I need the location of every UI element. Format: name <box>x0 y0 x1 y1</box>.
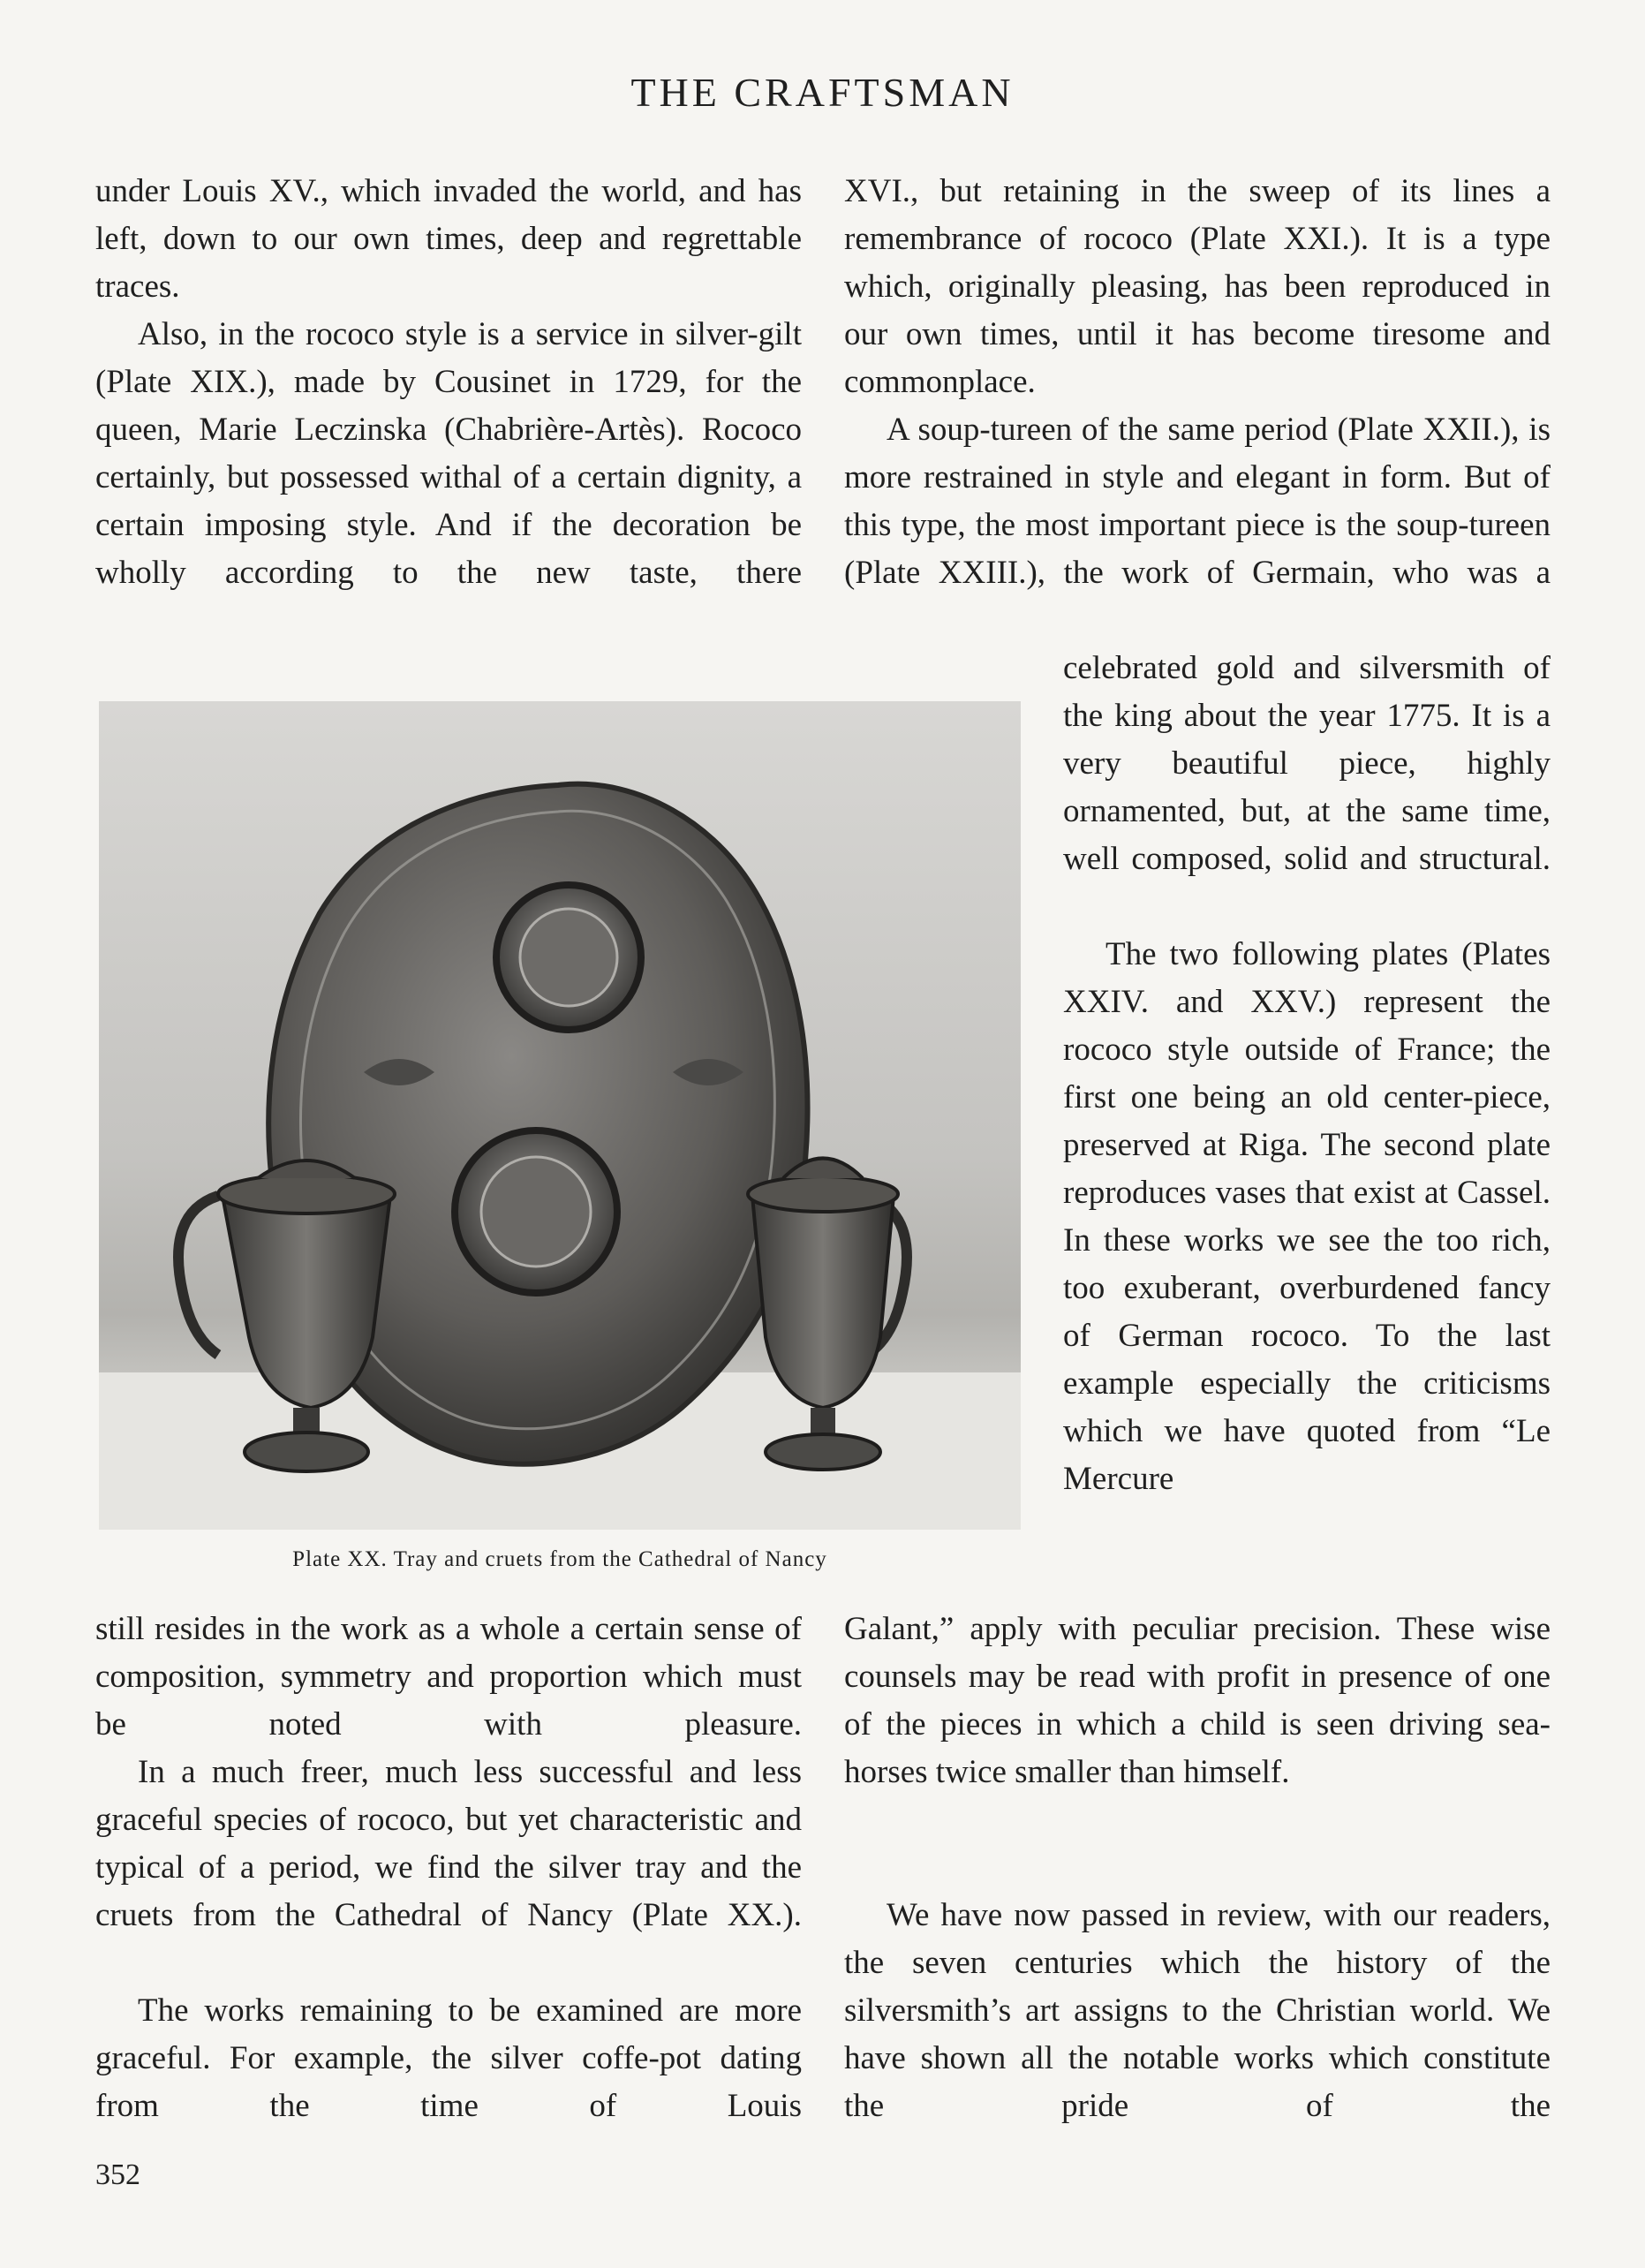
plate-caption: Plate XX. Tray and cruets from the Cathedral of Nancy <box>292 1547 827 1571</box>
left-paragraph-3: still resides in the work as a whole a certain sense of composition, symmetry and proportion which must be noted with pleasure. <box>95 1611 802 1743</box>
left-paragraph-5: The works remaining to be examined are more graceful. For example, the silver coffe-pot dating from the time of Louis <box>95 1992 802 2124</box>
right-paragraph-3-wrap: The two following plates (Plates XXIV. and XXV.) represent the rococo style outside of France; the first one being an old center-piece, preserved at Riga. The second plate reproduces vases that exist at Cassel. In these works we see the too rich, too exuberant, overburdened fancy of German rococo. To the last example especially the criticisms which we have quoted from “Le Mercure <box>1063 936 1551 1497</box>
plate-xx-photograph <box>99 701 1021 1530</box>
left-paragraph-2: Also, in the rococo style is a service in silver-gilt (Plate XIX.), made by Cousinet in 1729, for the queen, Marie Leczinska (Chabrière-Artès). Rococo certainly, but possessed withal of a certain dignity, a certain imposing style. And if the decoration be wholly according to the new taste, there <box>95 316 802 591</box>
left-paragraph-1: under Louis XV., which invaded the world, and has left, down to our own times, deep and regrettable traces. <box>95 173 802 305</box>
running-title: THE CRAFTSMAN <box>630 70 1015 115</box>
right-paragraph-1: XVI., but retaining in the sweep of its lines a remembrance of rococo (Plate XXI.). It is a type which, originally pleasing, has been reproduced in our own times, until it has become tiresome and commonplace. <box>844 173 1551 400</box>
left-paragraph-4: In a much freer, much less successful and less graceful species of rococo, but yet characteristic and typical of a period, we find the silver tray and the cruets from the Cathedral of Nancy (Plate XX.). <box>95 1754 802 1933</box>
right-paragraph-2-wrap: celebrated gold and silversmith of the king about the year 1775. It is a very beautiful piece, highly ornamented, but, at the same time, well composed, solid and structural. <box>1063 650 1551 877</box>
right-paragraph-2-top: A soup-tureen of the same period (Plate XXII.), is more restrained in style and elegant in form. But of this type, the most important piece is the soup-tureen (Plate XXIII.), the work of Germain, who was a <box>844 412 1551 591</box>
right-paragraph-4: We have now passed in review, with our readers, the seven centuries which the history of the silversmith’s art assigns to the Christian world. We have shown all the notable works which constitute the pride of the <box>844 1897 1551 2124</box>
right-paragraph-3-end: Galant,” apply with peculiar precision. These wise counsels may be read with profit in presence of one of the pieces in which a child is seen driving sea-horses twice smaller than himself. <box>844 1611 1551 1790</box>
page-number: 352 <box>95 2158 140 2191</box>
